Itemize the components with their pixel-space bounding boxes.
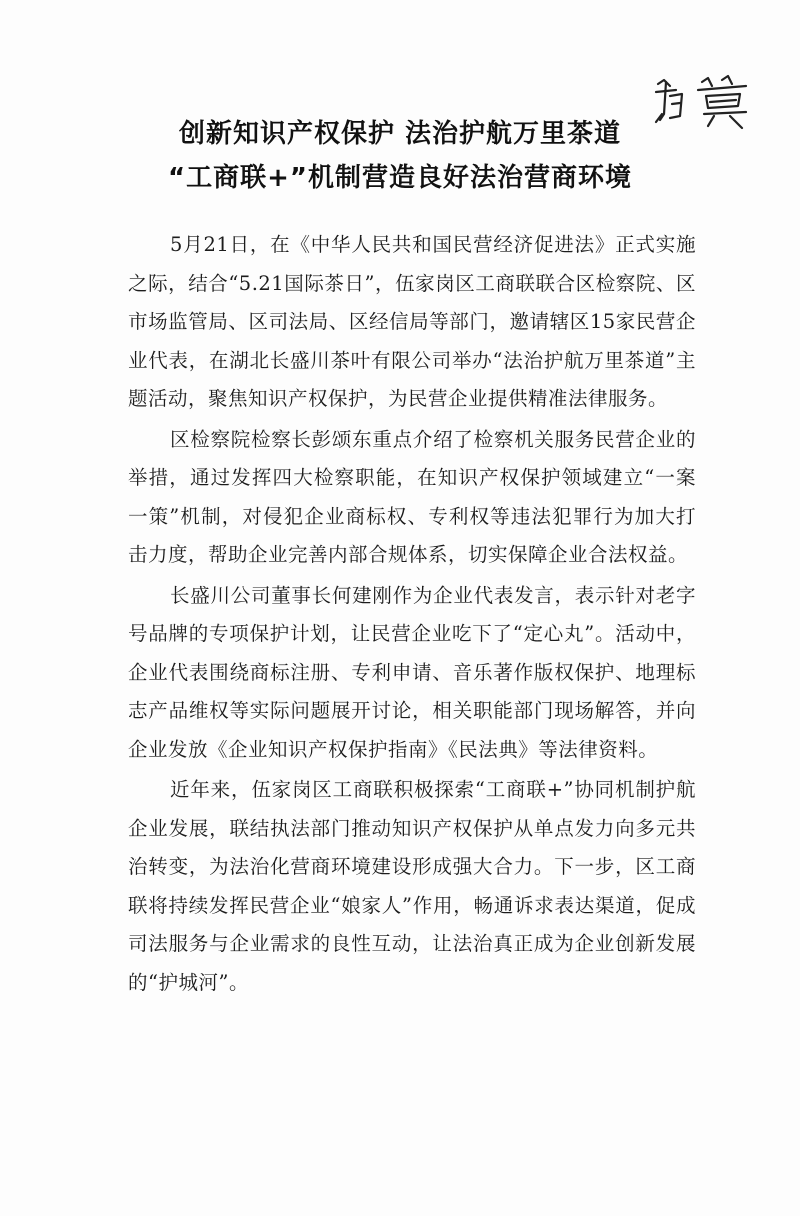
paragraph-2: 区检察院检察长彭颂东重点介绍了检察机关服务民营企业的举措，通过发挥四大检察职能，在知识产权保护领域建立“一案一策”机制，对侵犯企业商标权、专利权等违法犯罪行为加大打击力度，帮助企业完善内部合规体系，切实保障企业合法权益。 — [128, 427, 696, 566]
document-title — [0, 112, 800, 200]
title-line-1: 创新知识产权保护 法治护航万里茶道 — [178, 119, 622, 149]
title-line-2: “工商联+”机制营造良好法治营商环境 — [168, 163, 632, 193]
document-body — [128, 226, 696, 1002]
paragraph-3: 长盛川公司董事长何建刚作为企业代表发言，表示针对老字号品牌的专项保护计划，让民营企业吃下了“定心丸”。活动中，企业代表围绕商标注册、专利申请、音乐著作版权保护、地理标志产品维权等实际问题展开讨论，相关职能部门现场解答，并向企业发放《企业知识产权保护指南》《民法典》等法律资料。 — [128, 583, 696, 761]
paragraph-1: 5月21日，在《中华人民共和国民营经济促进法》正式实施之际，结合“5.21国际茶日”，伍家岗区工商联联合区检察院、区市场监管局、区司法局、区经信局等部门，邀请辖区15家民营企业代表，在湖北长盛川茶叶有限公司举办“法治护航万里茶道”主题活动，聚焦知识产权保护，为民营企业提供精准法律服务。 — [128, 233, 696, 410]
paragraph-4: 近年来，伍家岗区工商联积极探索“工商联+”协同机制护航企业发展，联结执法部门推动知识产权保护从单点发力向多元共治转变，为法治化营商环境建设形成强大合力。下一步，区工商联将持续发挥民营企业“娘家人”作用，畅通诉求表达渠道，促成司法服务与企业需求的良性互动，让法治真正成为企业创新发展的“护城河”。 — [128, 778, 696, 994]
